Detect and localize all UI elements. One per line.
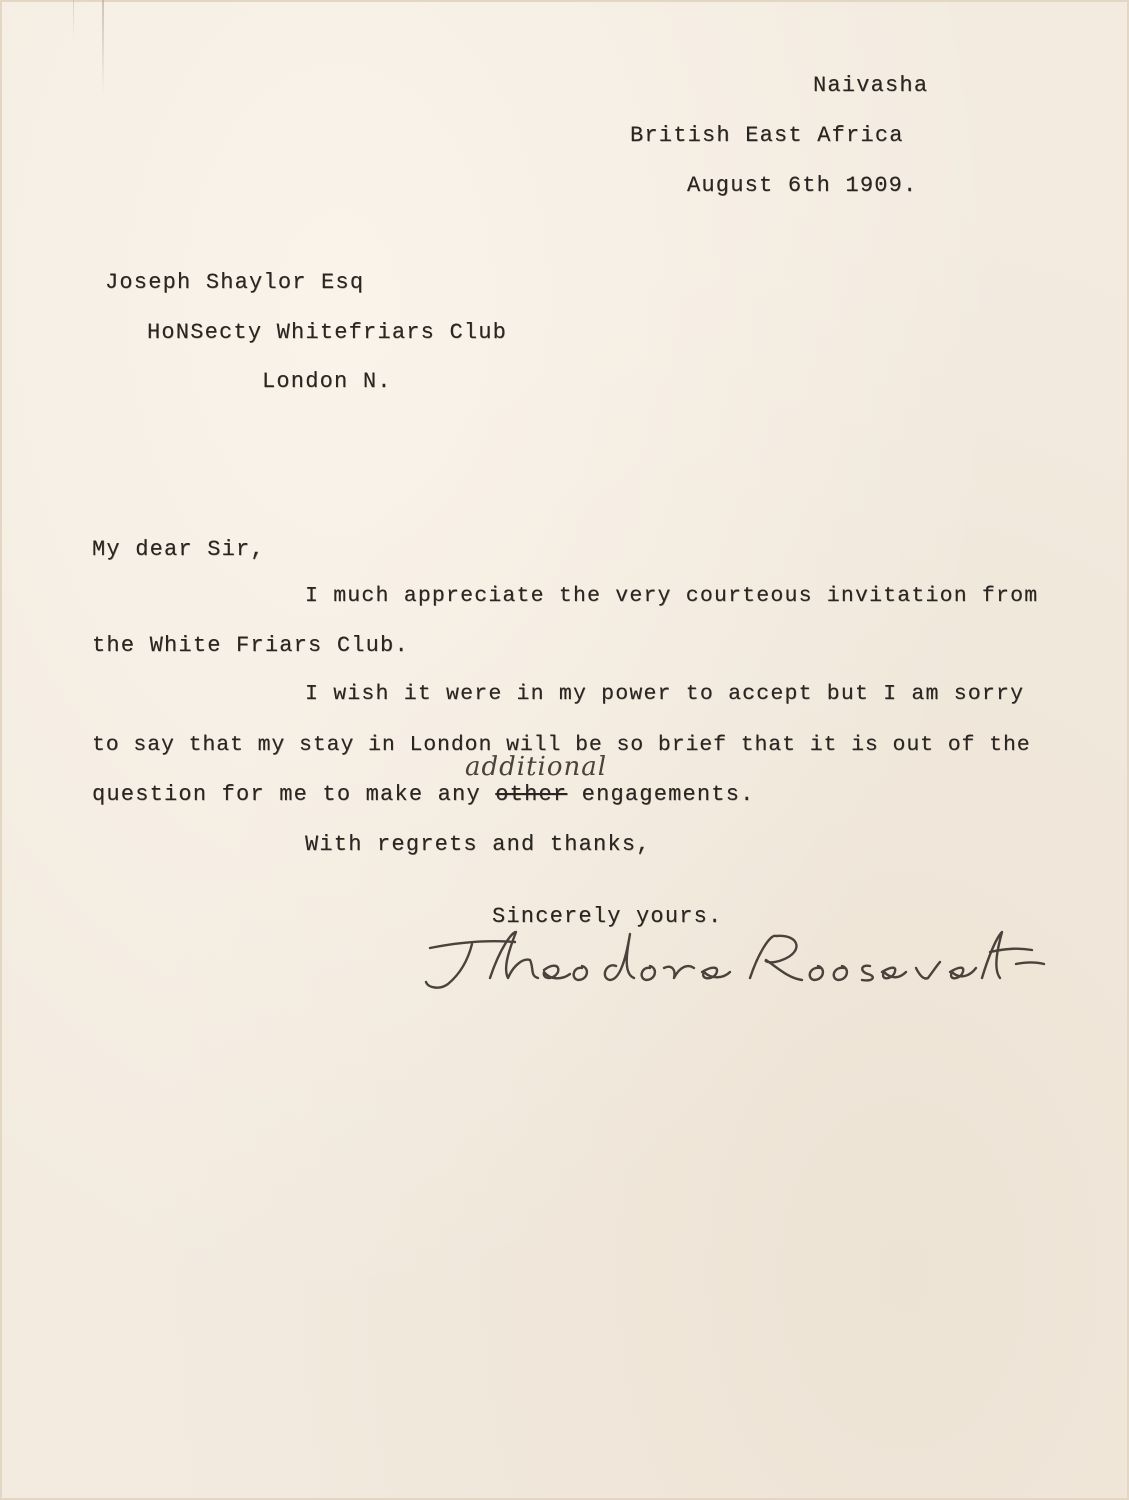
handwritten-insertion: additional — [465, 752, 608, 782]
dateline-date: August 6th 1909. — [687, 173, 918, 198]
recipient-city: London N. — [262, 369, 392, 394]
closing-line: With regrets and thanks, — [305, 832, 651, 857]
body-para2-line3-end: engagements. — [567, 782, 755, 807]
salutation: My dear Sir, — [92, 537, 265, 562]
recipient-name: Joseph Shaylor Esq — [105, 270, 365, 295]
body-para2-line2: to say that my stay in London will be so brief that it is out of the — [92, 733, 1031, 757]
signature-mark — [420, 918, 1050, 998]
paper-crease-mark — [73, 0, 74, 40]
dateline-country: British East Africa — [630, 123, 904, 148]
paper-fold-mark — [102, 0, 104, 95]
recipient-title: HoNSecty Whitefriars Club — [147, 320, 508, 345]
struck-word: other — [495, 782, 568, 807]
body-para1-line2: the White Friars Club. — [92, 633, 409, 658]
body-para2-line3 — [92, 784, 755, 806]
body-para2-line1: I wish it were in my power to accept but I am sorry — [305, 682, 1025, 706]
body-para1-line1: I much appreciate the very courteous invitation from — [305, 584, 1039, 608]
dateline-place: Naivasha — [813, 73, 929, 98]
body-para2-line3-start: question for me to make any — [92, 782, 496, 807]
valediction: Sincerely yours. — [492, 904, 723, 929]
